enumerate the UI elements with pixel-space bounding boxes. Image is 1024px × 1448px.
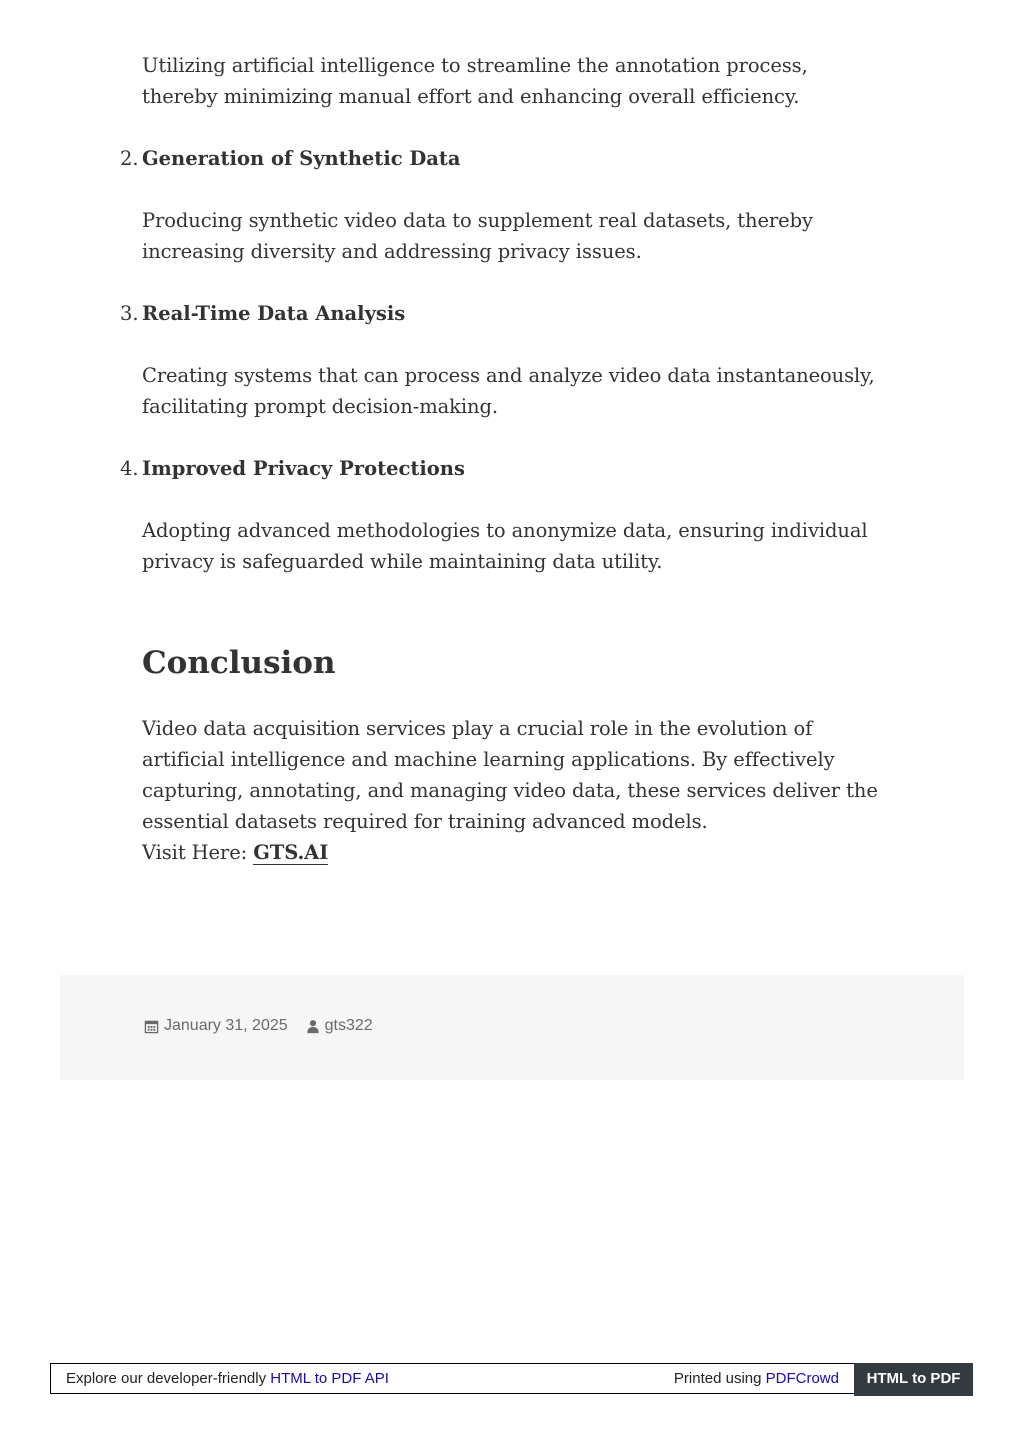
pdfcrowd-link[interactable]: PDFCrowd	[765, 1370, 839, 1387]
list-item-body: Producing synthetic video data to supplement real datasets, thereby increasing diversity and addressing privacy issues.	[142, 209, 813, 263]
pdf-right-text	[674, 1364, 839, 1394]
pdfcrowd-footer-bar	[50, 1363, 972, 1394]
pdf-left-label: Explore our developer-friendly	[66, 1370, 271, 1387]
html-to-pdf-badge[interactable]: HTML to PDF	[854, 1363, 973, 1396]
list-item-body: Creating systems that can process and analyze video data instantaneously, facilitating prompt decision-making.	[142, 364, 875, 418]
list-number: 2.	[120, 147, 139, 170]
calendar-icon	[144, 1019, 159, 1034]
list-item-body: Adopting advanced methodologies to anonymize data, ensuring individual privacy is safeguarded while maintaining data utility.	[142, 519, 868, 573]
list-item	[120, 453, 882, 577]
post-date[interactable]	[144, 1017, 288, 1035]
post-date-text: January 31, 2025	[164, 1017, 288, 1034]
list-item	[120, 143, 882, 267]
post-meta	[144, 1017, 391, 1035]
conclusion-heading: Conclusion	[142, 645, 336, 681]
list-item-title: Improved Privacy Protections	[142, 457, 465, 480]
pdf-left-text	[66, 1364, 389, 1394]
entry-footer	[60, 975, 964, 1080]
list-number: 4.	[120, 457, 139, 480]
user-icon	[306, 1019, 320, 1034]
conclusion-text: Video data acquisition services play a crucial role in the evolution of artificial intelligence and machine learning applications. By effectively capturing, annotating, and managing video data, these services deliver the essential datasets required for training advanced models.	[142, 717, 878, 833]
list-number: 3.	[120, 302, 139, 325]
intro-paragraph: Utilizing artificial intelligence to streamline the annotation process, thereby minimizing manual effort and enhancing overall efficiency.	[142, 54, 808, 108]
list-item	[120, 298, 882, 422]
conclusion-paragraph	[142, 713, 882, 868]
gts-ai-link[interactable]: GTS.AI	[253, 841, 329, 864]
list-item-title: Real-Time Data Analysis	[142, 302, 406, 325]
pdf-right-label: Printed using	[673, 1370, 766, 1387]
visit-label: Visit Here:	[142, 841, 254, 864]
post-author-text: gts322	[324, 1017, 373, 1034]
list-item-title: Generation of Synthetic Data	[142, 147, 461, 170]
html-to-pdf-api-link[interactable]: HTML to PDF API	[270, 1370, 389, 1387]
article-content	[120, 50, 882, 868]
post-author[interactable]	[306, 1017, 373, 1035]
